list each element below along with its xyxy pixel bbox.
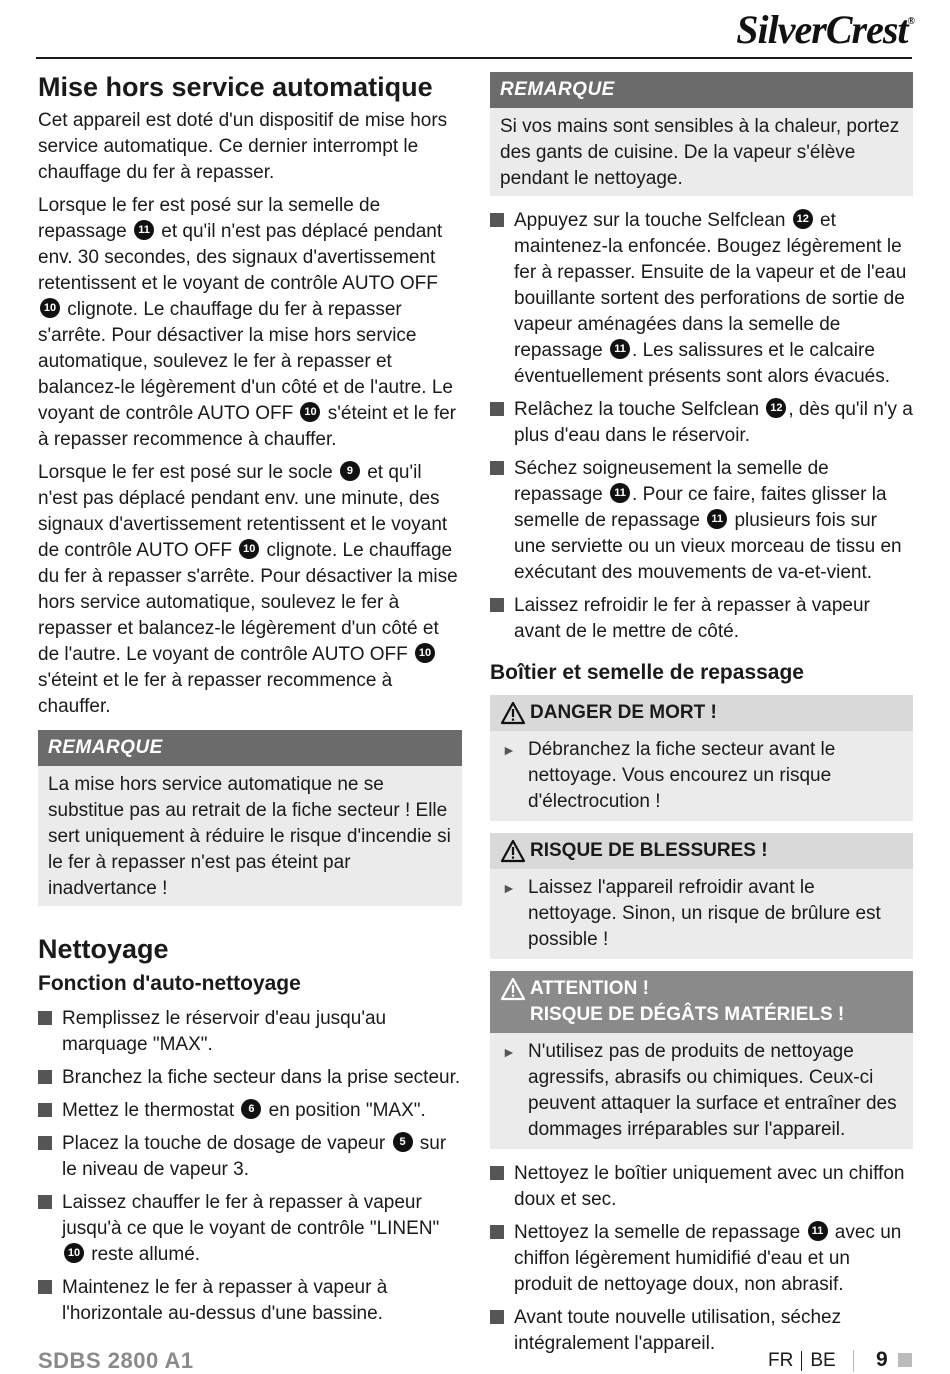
- bullet-square-icon: [490, 1310, 504, 1324]
- list-item: Mettez le thermostat 6 en position "MAX".: [38, 1098, 462, 1124]
- left-column: [38, 70, 462, 1334]
- warning-title: ATTENTION ! RISQUE DE DÉGÂTS MATÉRIELS !: [490, 971, 913, 1033]
- footer-languages: FR BE: [768, 1350, 836, 1371]
- ref-number-badge: 11: [808, 1221, 828, 1241]
- list-item: Appuyez sur la touche Selfclean 12 et maintenez-la enfoncée. Bougez légèrement le fer à repasser. Ensuite de la vapeur et de l'eau bouillante sortent des perforations de sortie de vapeur aménagées dans la semelle de repassage 11 . Les salissures et le calcaire éventuellement présents sont alors évacués.: [490, 208, 913, 390]
- bullet-square-icon: [38, 1011, 52, 1025]
- header-rule: [36, 57, 912, 59]
- paragraph-soleplate: Lorsque le fer est posé sur la semelle de repassage 11 et qu'il n'est pas déplacé pendant env. 30 secondes, des signaux d'avertissement retentissent et le voyant de contrôle AUTO OFF 10 clignote. Le chauffage du fer à repasser s'arrête. Pour désactiver la mise hors service automatique, soulevez le fer à repasser et balancez-le légèrement d'un côté et de l'autre. Le voyant de contrôle AUTO OFF 10 s'éteint et le fer à repasser recommence à chauffer.: [38, 195, 457, 450]
- footer-divider: [853, 1350, 854, 1372]
- warning-body: [490, 731, 913, 821]
- list-item: ► Laissez l'appareil refroidir avant le nettoyage. Sinon, un risque de brûlure est possible !: [502, 877, 881, 950]
- note-box-heat: [490, 72, 913, 196]
- list-item: Placez la touche de dosage de vapeur 5 sur le niveau de vapeur 3.: [38, 1131, 462, 1183]
- ref-number-badge: 10: [239, 539, 259, 559]
- bullet-square-icon: [38, 1280, 52, 1294]
- ref-number-badge: 10: [415, 643, 435, 663]
- note-title: REMARQUE: [490, 72, 913, 108]
- arrow-right-icon: ►: [502, 742, 516, 758]
- list-item: Laissez refroidir le fer à repasser à vapeur avant de le mettre de côté.: [490, 593, 913, 645]
- warning-triangle-icon: [500, 839, 526, 863]
- list-item: Maintenez le fer à repasser à vapeur à l'horizontale au-dessus d'une bassine.: [38, 1275, 462, 1327]
- bullet-square-icon: [38, 1195, 52, 1209]
- ref-number-badge: 9: [340, 461, 360, 481]
- warning-triangle-icon: [500, 977, 526, 1001]
- trademark-symbol: ®: [907, 16, 914, 27]
- ref-number-badge: 6: [241, 1099, 261, 1119]
- arrow-right-icon: ►: [502, 1044, 516, 1060]
- warning-box-injury: [490, 833, 913, 959]
- warning-box-damage: [490, 971, 913, 1149]
- warning-body: [490, 869, 913, 959]
- warning-box-danger: [490, 695, 913, 821]
- list-item: Laissez chauffer le fer à repasser à vapeur jusqu'à ce que le voyant de contrôle "LINEN" 10 reste allumé.: [38, 1190, 462, 1268]
- footer-square-icon: [898, 1353, 912, 1367]
- ref-number-badge: 10: [300, 402, 320, 422]
- list-item: Séchez soigneusement la semelle de repassage 11 . Pour ce faire, faites glisser la semelle de repassage 11 plusieurs fois sur une serviette ou un vieux morceau de tissu en exécutant des mouvements de va-et-vient.: [490, 456, 913, 586]
- list-item: Avant toute nouvelle utilisation, séchez intégralement l'appareil.: [490, 1305, 913, 1357]
- bullet-square-icon: [490, 402, 504, 416]
- bullet-square-icon: [490, 213, 504, 227]
- note-box-auto-off: [38, 730, 462, 906]
- ref-number-badge: 10: [40, 298, 60, 318]
- warning-title: RISQUE DE BLESSURES !: [490, 833, 913, 869]
- bullet-square-icon: [490, 461, 504, 475]
- list-item: Branchez la fiche secteur dans la prise secteur.: [38, 1065, 462, 1091]
- list-item: Relâchez la touche Selfclean 12 , dès qu'il n'y a plus d'eau dans le réservoir.: [490, 397, 913, 449]
- bullet-square-icon: [38, 1103, 52, 1117]
- bullet-square-icon: [38, 1136, 52, 1150]
- list-item: Nettoyez la semelle de repassage 11 avec un chiffon légèrement humidifié d'eau et un produit de nettoyage doux, non abrasif.: [490, 1220, 913, 1298]
- ref-number-badge: 10: [64, 1243, 84, 1263]
- arrow-right-icon: ►: [502, 880, 516, 896]
- ref-number-badge: 5: [393, 1132, 413, 1152]
- housing-steps-list: [490, 1161, 913, 1357]
- note-text: La mise hors service automatique ne se substitue pas au retrait de la fiche secteur ! Elle sert uniquement à réduire le risque d'incendie si le fer à repasser n'est pas éteint par inadvertance !: [38, 766, 462, 906]
- ref-number-badge: 12: [766, 398, 786, 418]
- warning-triangle-icon: [500, 701, 526, 725]
- bullet-square-icon: [490, 1166, 504, 1180]
- ref-number-badge: 11: [610, 339, 630, 359]
- list-item: ► N'utilisez pas de produits de nettoyage agressifs, abrasifs ou chimiques. Ceux-ci peuvent attaquer la surface et entraîner des dommages irréparables sur l'appareil.: [502, 1041, 897, 1140]
- ref-number-badge: 11: [134, 220, 154, 240]
- warning-body: [490, 1033, 913, 1149]
- ref-number-badge: 11: [610, 483, 630, 503]
- list-item: Nettoyez le boîtier uniquement avec un chiffon doux et sec.: [490, 1161, 913, 1213]
- page-number: 9: [876, 1348, 888, 1371]
- subsection-title-selfclean: Fonction d'auto-nettoyage: [38, 972, 301, 995]
- bullet-square-icon: [38, 1070, 52, 1084]
- ref-number-badge: 11: [707, 509, 727, 529]
- selfclean-steps-list: [38, 1006, 462, 1327]
- selfclean-steps-list-continued: [490, 208, 913, 645]
- section-title-cleaning: Nettoyage: [38, 934, 169, 964]
- ref-number-badge: 12: [793, 209, 813, 229]
- right-column: [490, 70, 913, 1364]
- warning-title: DANGER DE MORT !: [490, 695, 913, 731]
- note-text: Si vos mains sont sensibles à la chaleur, portez des gants de cuisine. De la vapeur s'élève pendant le nettoyage.: [490, 108, 913, 196]
- paragraph-base: Lorsque le fer est posé sur le socle 9 et qu'il n'est pas déplacé pendant env. une minute, des signaux d'avertissement retentissent et le voyant de contrôle AUTO OFF 10 clignote. Le chauffage du fer à repasser s'arrête. Pour désactiver la mise hors service automatique, soulevez le fer à repasser et balancez-le légèrement d'un côté et de l'autre. Le voyant de contrôle AUTO OFF 10 s'éteint et le fer à repasser recommence à chauffer.: [38, 462, 458, 717]
- list-item: ► Débranchez la fiche secteur avant le nettoyage. Vous encourez un risque d'électrocution !: [502, 739, 836, 812]
- footer-model-number: SDBS 2800 A1: [38, 1348, 194, 1373]
- list-item: Remplissez le réservoir d'eau jusqu'au marquage "MAX".: [38, 1006, 462, 1058]
- brand-logo: [736, 6, 914, 53]
- section-title-auto-off: Mise hors service automatique: [38, 72, 433, 102]
- bullet-square-icon: [490, 1225, 504, 1239]
- subsection-title-housing: Boîtier et semelle de repassage: [490, 661, 804, 684]
- note-title: REMARQUE: [38, 730, 462, 766]
- bullet-square-icon: [490, 598, 504, 612]
- paragraph-intro: Cet appareil est doté d'un dispositif de mise hors service automatique. Ce dernier interrompt le chauffage du fer à repasser.: [38, 110, 448, 183]
- brand-name: SilverCrest: [736, 7, 908, 52]
